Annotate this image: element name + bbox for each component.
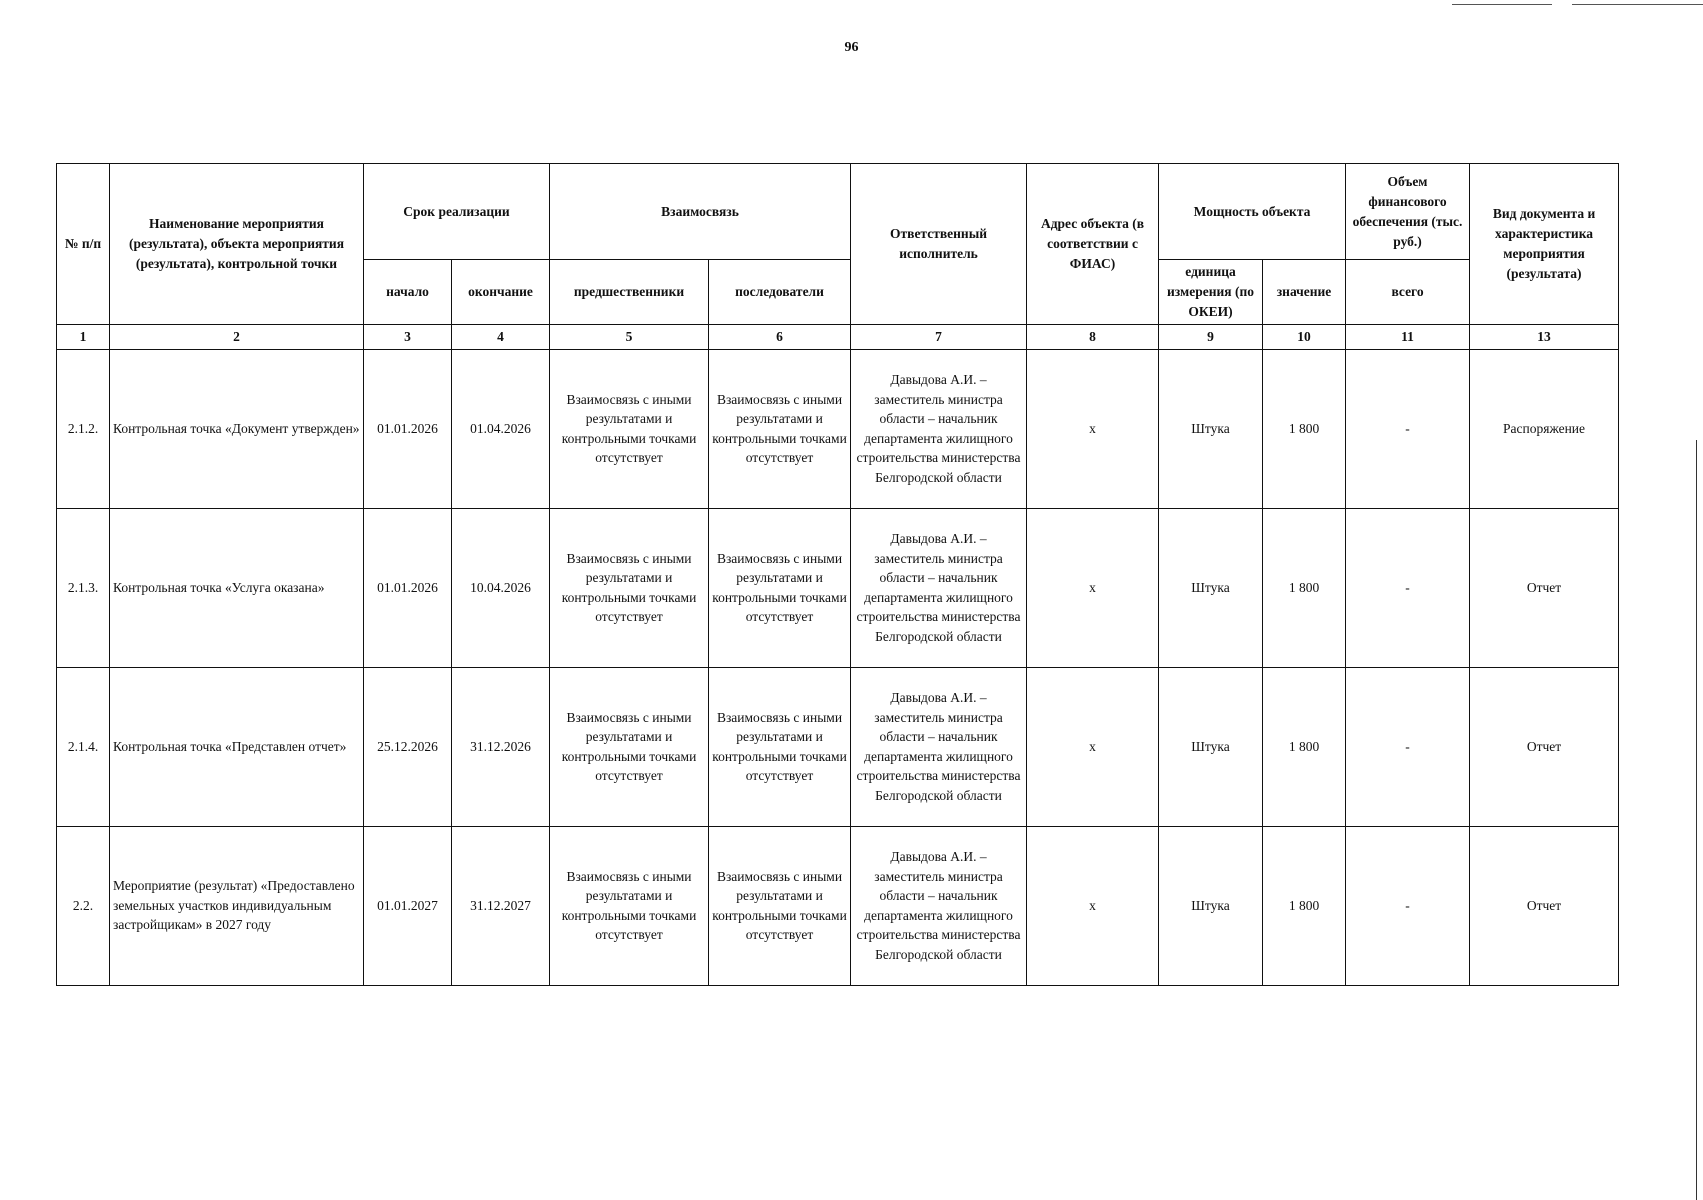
column-number: 6 (709, 325, 851, 350)
cell-successors: Взаимосвязь с иными результатами и контрольными точками отсутствует (709, 826, 851, 985)
header-period-end: окончание (452, 260, 550, 325)
header-finance: Объем финансового обеспечения (тыс. руб.) (1346, 164, 1470, 260)
column-number: 10 (1263, 325, 1346, 350)
cell-value: 1 800 (1263, 667, 1346, 826)
header-executor: Ответственный исполнитель (851, 164, 1027, 325)
header-address: Адрес объекта (в соответствии с ФИАС) (1027, 164, 1159, 325)
column-number: 13 (1470, 325, 1619, 350)
cell-address: х (1027, 349, 1159, 508)
cell-start: 01.01.2026 (364, 508, 452, 667)
page-number: 96 (844, 40, 859, 55)
table-row (57, 667, 1619, 826)
header-name: Наименование мероприятия (результата), объекта мероприятия (результата), контрольной точки (110, 164, 364, 325)
cell-unit: Штука (1159, 349, 1263, 508)
column-number: 4 (452, 325, 550, 350)
cell-value: 1 800 (1263, 508, 1346, 667)
column-number: 7 (851, 325, 1027, 350)
scan-edge-line (1572, 4, 1703, 5)
cell-address: х (1027, 508, 1159, 667)
table-row (57, 826, 1619, 985)
cell-num: 2.1.3. (57, 508, 110, 667)
cell-num: 2.1.2. (57, 349, 110, 508)
plan-table (56, 163, 1619, 986)
cell-unit: Штука (1159, 826, 1263, 985)
cell-executor: Давыдова А.И. – заместитель министра области – начальник департамента жилищного строительства министерства Белгородской области (851, 826, 1027, 985)
column-number: 11 (1346, 325, 1470, 350)
column-number: 5 (550, 325, 709, 350)
cell-name: Контрольная точка «Представлен отчет» (110, 667, 364, 826)
cell-doc-type: Отчет (1470, 508, 1619, 667)
cell-start: 01.01.2027 (364, 826, 452, 985)
cell-num: 2.2. (57, 826, 110, 985)
column-number: 9 (1159, 325, 1263, 350)
column-number: 1 (57, 325, 110, 350)
cell-doc-type: Распоряжение (1470, 349, 1619, 508)
table-row (57, 349, 1619, 508)
cell-value: 1 800 (1263, 349, 1346, 508)
cell-finance: - (1346, 826, 1470, 985)
cell-executor: Давыдова А.И. – заместитель министра области – начальник департамента жилищного строительства министерства Белгородской области (851, 349, 1027, 508)
cell-predecessors: Взаимосвязь с иными результатами и контрольными точками отсутствует (550, 349, 709, 508)
cell-name: Мероприятие (результат) «Предоставлено земельных участков индивидуальным застройщикам» в 2027 году (110, 826, 364, 985)
cell-successors: Взаимосвязь с иными результатами и контрольными точками отсутствует (709, 508, 851, 667)
column-number: 8 (1027, 325, 1159, 350)
column-number: 2 (110, 325, 364, 350)
column-number-row (57, 325, 1619, 350)
cell-end: 01.04.2026 (452, 349, 550, 508)
cell-successors: Взаимосвязь с иными результатами и контрольными точками отсутствует (709, 667, 851, 826)
cell-end: 10.04.2026 (452, 508, 550, 667)
cell-finance: - (1346, 508, 1470, 667)
cell-executor: Давыдова А.И. – заместитель министра области – начальник департамента жилищного строительства министерства Белгородской области (851, 667, 1027, 826)
cell-predecessors: Взаимосвязь с иными результатами и контрольными точками отсутствует (550, 667, 709, 826)
header-finance-total: всего (1346, 260, 1470, 325)
cell-start: 25.12.2026 (364, 667, 452, 826)
cell-doc-type: Отчет (1470, 826, 1619, 985)
column-number: 3 (364, 325, 452, 350)
scan-edge-line (1452, 4, 1552, 5)
table-row (57, 508, 1619, 667)
cell-name: Контрольная точка «Услуга оказана» (110, 508, 364, 667)
header-predecessors: предшественники (550, 260, 709, 325)
cell-num: 2.1.4. (57, 667, 110, 826)
header-unit: единица измерения (по ОКЕИ) (1159, 260, 1263, 325)
cell-start: 01.01.2026 (364, 349, 452, 508)
cell-unit: Штука (1159, 508, 1263, 667)
cell-address: х (1027, 826, 1159, 985)
cell-end: 31.12.2027 (452, 826, 550, 985)
cell-value: 1 800 (1263, 826, 1346, 985)
header-capacity: Мощность объекта (1159, 164, 1346, 260)
cell-end: 31.12.2026 (452, 667, 550, 826)
cell-finance: - (1346, 667, 1470, 826)
header-period-start: начало (364, 260, 452, 325)
cell-doc-type: Отчет (1470, 667, 1619, 826)
header-doc-type: Вид документа и характеристика мероприятия (результата) (1470, 164, 1619, 325)
cell-executor: Давыдова А.И. – заместитель министра области – начальник департамента жилищного строительства министерства Белгородской области (851, 508, 1027, 667)
cell-successors: Взаимосвязь с иными результатами и контрольными точками отсутствует (709, 349, 851, 508)
header-value: значение (1263, 260, 1346, 325)
cell-name: Контрольная точка «Документ утвержден» (110, 349, 364, 508)
cell-predecessors: Взаимосвязь с иными результатами и контрольными точками отсутствует (550, 508, 709, 667)
header-row (57, 164, 1619, 260)
scan-edge-line (1696, 440, 1697, 1200)
cell-address: х (1027, 667, 1159, 826)
cell-finance: - (1346, 349, 1470, 508)
cell-predecessors: Взаимосвязь с иными результатами и контрольными точками отсутствует (550, 826, 709, 985)
cell-unit: Штука (1159, 667, 1263, 826)
header-num: № п/п (57, 164, 110, 325)
header-relation: Взаимосвязь (550, 164, 851, 260)
header-successors: последователи (709, 260, 851, 325)
header-period: Срок реализации (364, 164, 550, 260)
